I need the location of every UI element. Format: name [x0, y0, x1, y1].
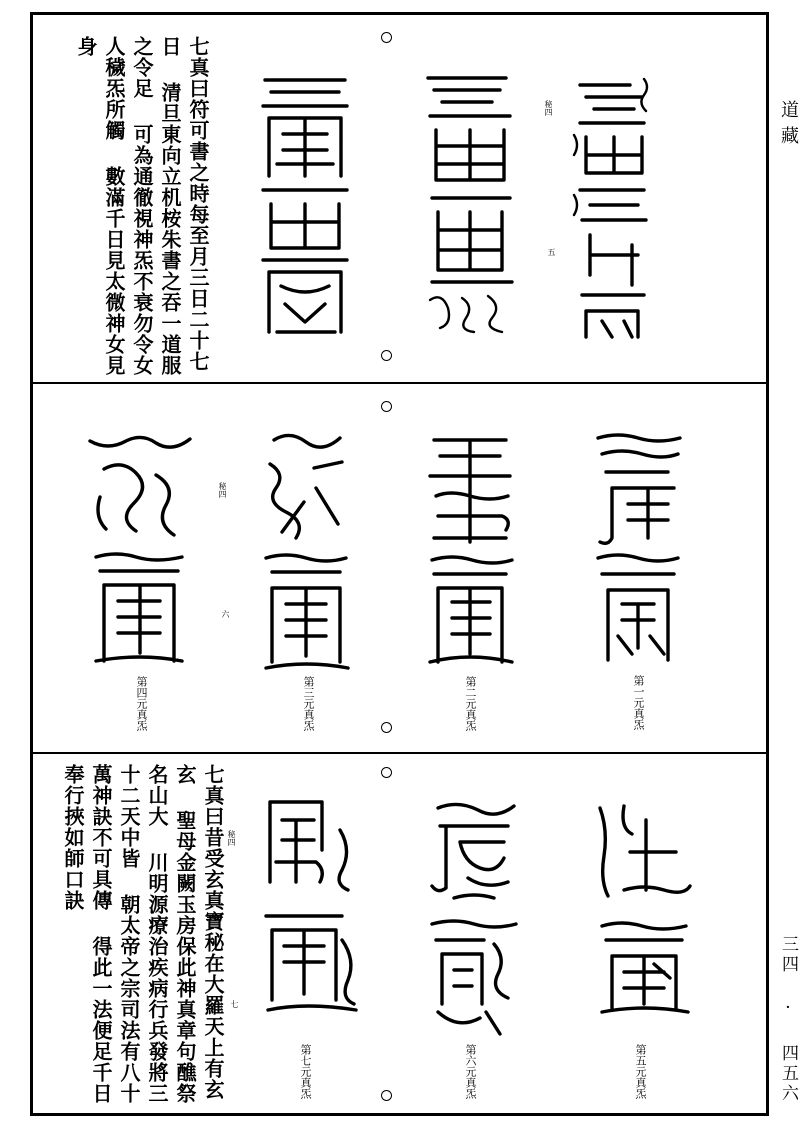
qi-label-3: 第三元真炁 — [302, 676, 315, 731]
margin-note: 七 — [230, 1000, 239, 1008]
qi-label-2: 第二元真炁 — [464, 676, 477, 731]
margin-note: 秘四 — [227, 830, 236, 846]
talisman-seal-3 — [255, 72, 355, 342]
binding-hole — [381, 32, 392, 43]
margin-note: 秘四 — [218, 482, 227, 498]
talisman-seal-1 — [572, 75, 652, 345]
text-line: 川明源療治疾病行兵發將三十二天中皆 — [117, 764, 169, 1104]
binding-hole — [381, 1090, 392, 1101]
talisman-qi-7 — [256, 790, 366, 1040]
talisman-qi-1 — [588, 428, 688, 678]
instruction-text — [62, 764, 227, 1104]
margin-note: 六 — [221, 610, 230, 618]
text-line: 七真曰符可書之時每至月三日二十七日 — [158, 36, 210, 372]
binding-hole — [381, 767, 392, 778]
binding-hole — [381, 350, 392, 361]
margin-note: 五 — [547, 248, 556, 256]
qi-label-6: 第六元真炁 — [464, 1044, 477, 1099]
text-line: 清旦東向立机桉朱書之吞一道服之令足 — [130, 36, 182, 376]
binding-hole — [381, 722, 392, 733]
margin-note: 秘四 — [544, 100, 553, 116]
page-number: 三四 · 四五六 — [778, 935, 798, 1104]
talisman-qi-2 — [420, 430, 520, 670]
text-line: 得此一法便足千日奉行挾如師口訣 — [61, 764, 113, 1104]
text-line: 聖母金闕玉房保此神真章句醮祭名山大 — [145, 764, 197, 1104]
qi-label-5: 第五元真炁 — [634, 1044, 647, 1099]
qi-label-1: 第一元真炁 — [632, 675, 645, 730]
panel-divider-top — [30, 382, 769, 384]
qi-label-7: 第七元真炁 — [299, 1044, 312, 1099]
qi-label-4: 第四元真炁 — [135, 676, 148, 731]
binding-hole — [381, 401, 392, 412]
talisman-qi-6 — [424, 798, 524, 1042]
talisman-seal-2 — [422, 70, 522, 340]
talisman-qi-3 — [256, 428, 356, 678]
text-line: 七真曰昔受玄真寶秘在大羅天上有玄玄 — [173, 764, 225, 1100]
text-line: 朝太帝之宗司法有八十萬神訣不可具傳 — [89, 764, 141, 1104]
text-line: 可為通徹視神炁不衰勿令女人穢炁所觸 — [102, 36, 154, 376]
instruction-text — [72, 36, 212, 376]
talisman-qi-4 — [86, 425, 196, 675]
text-line: 數滿千日見太微神女見身 — [74, 36, 126, 376]
collection-title: 道藏 — [778, 100, 799, 152]
talisman-qi-5 — [594, 800, 694, 1040]
